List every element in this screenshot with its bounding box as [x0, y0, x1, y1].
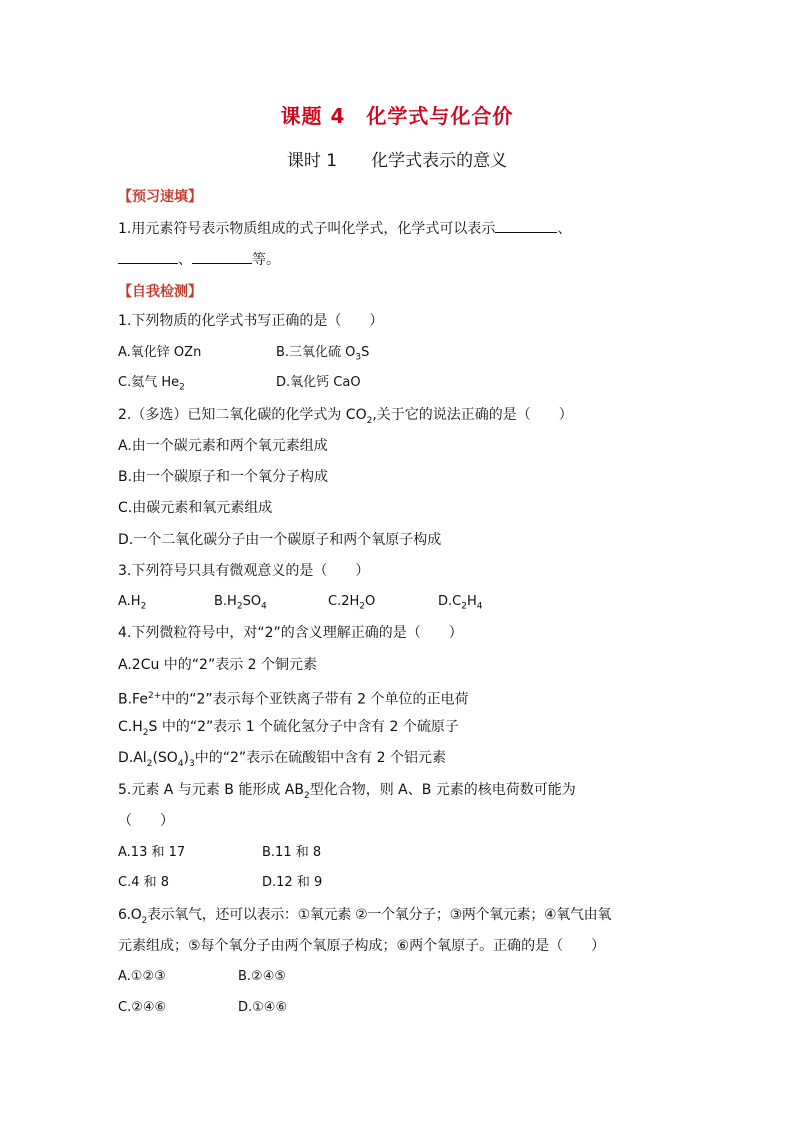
q3-option-c[interactable]: $C.2H_2O$ — [328, 594, 376, 612]
question-1: 1.下列物质的化学式书写正确的是（ ） — [118, 313, 384, 329]
q2-option-d[interactable]: D.一个二氧化碳分子由一个碳原子和两个氧原子构成 — [118, 532, 442, 548]
q4-option-d[interactable]: $D.Al_2(SO_4)_3$中的“2”表示在硫酸铝中含有 2 个铝元素 — [118, 750, 446, 769]
fill-blank-1[interactable] — [495, 218, 557, 233]
q2-option-b[interactable]: B.由一个碳原子和一个氧分子构成 — [118, 469, 329, 485]
q1-option-c[interactable]: C.氦气 $He_2$ — [118, 375, 185, 393]
q3-option-b[interactable]: $B.H_2SO_4$ — [214, 594, 267, 612]
separator: 、 — [557, 221, 572, 237]
question-2: 2.（多选）已知二氧化碳的化学式为 $CO_2$,关于它的说法正确的是（ ） — [118, 407, 573, 426]
q5-option-d[interactable]: D.12 和 9 — [262, 875, 323, 890]
question-3: 3.下列符号只具有微观意义的是（ ） — [118, 563, 370, 579]
section-preview-heading: 【预习速填】 — [118, 189, 202, 205]
preview-question-1-line1 — [118, 218, 571, 239]
fill-blank-2[interactable] — [118, 249, 178, 264]
q4-option-a[interactable]: A.2Cu 中的“2”表示 2 个铜元素 — [118, 657, 318, 673]
preview-question-text: 1.用元素符号表示物质组成的式子叫化学式，化学式可以表示 — [118, 221, 496, 237]
page-subtitle: 课时 1 化学式表示的意义 — [286, 151, 508, 171]
q6-option-b[interactable]: B.②④⑤ — [238, 969, 287, 984]
q6-option-a[interactable]: A.①②③ — [118, 969, 166, 984]
q2-option-a[interactable]: A.由一个碳元素和两个氧元素组成 — [118, 438, 328, 454]
q1-option-b[interactable]: B.三氧化硫 $O_3S$ — [276, 345, 370, 363]
q2-option-c[interactable]: C.由碳元素和氧元素组成 — [118, 500, 273, 516]
q3-option-a[interactable]: $A.H_2$ — [118, 594, 147, 612]
fill-blank-3[interactable] — [192, 249, 252, 264]
preview-question-end: 等。 — [252, 252, 280, 268]
q3-option-d[interactable]: $D.C_2H_4$ — [438, 594, 483, 612]
question-4: 4.下列微粒符号中，对“2”的含义理解正确的是（ ） — [118, 625, 463, 641]
question-5-line1: 5.元素 A 与元素 B 能形成 $AB_2$型化合物，则 A、B 元素的核电荷数可能为 — [118, 782, 576, 801]
q6-option-d[interactable]: D.①④⑥ — [238, 1000, 288, 1015]
q5-option-c[interactable]: C.4 和 8 — [118, 875, 170, 890]
question-6-line2: 元素组成；⑤每个氧分子由两个氧原子构成；⑥两个氧原子。正确的是（ ） — [118, 938, 606, 954]
q1-option-d[interactable]: D.氧化钙 CaO — [276, 375, 361, 390]
preview-question-1-line2 — [118, 249, 280, 270]
separator: 、 — [178, 252, 192, 268]
question-5-line2: （ ） — [118, 813, 174, 829]
q4-option-b[interactable]: $B.Fe^{2+}$中的“2”表示每个亚铁离子带有 2 个单位的正电荷 — [118, 691, 469, 708]
q5-option-a[interactable]: A.13 和 17 — [118, 845, 186, 860]
page-title: 课题 4 化学式与化合价 — [280, 104, 514, 128]
q6-option-c[interactable]: C.②④⑥ — [118, 1000, 167, 1015]
q5-option-b[interactable]: B.11 和 8 — [262, 845, 322, 860]
section-selfcheck-heading: 【自我检测】 — [118, 284, 202, 300]
q4-option-c[interactable]: $C.H_2S$ 中的“2”表示 1 个硫化氢分子中含有 2 个硫原子 — [118, 719, 459, 738]
question-6-line1: $6.O_2$表示氧气，还可以表示：①氧元素 ②一个氧分子；③两个氧元素；④氧气由氧 — [118, 907, 612, 926]
q1-option-a[interactable]: A.氧化锌 OZn — [118, 345, 202, 360]
